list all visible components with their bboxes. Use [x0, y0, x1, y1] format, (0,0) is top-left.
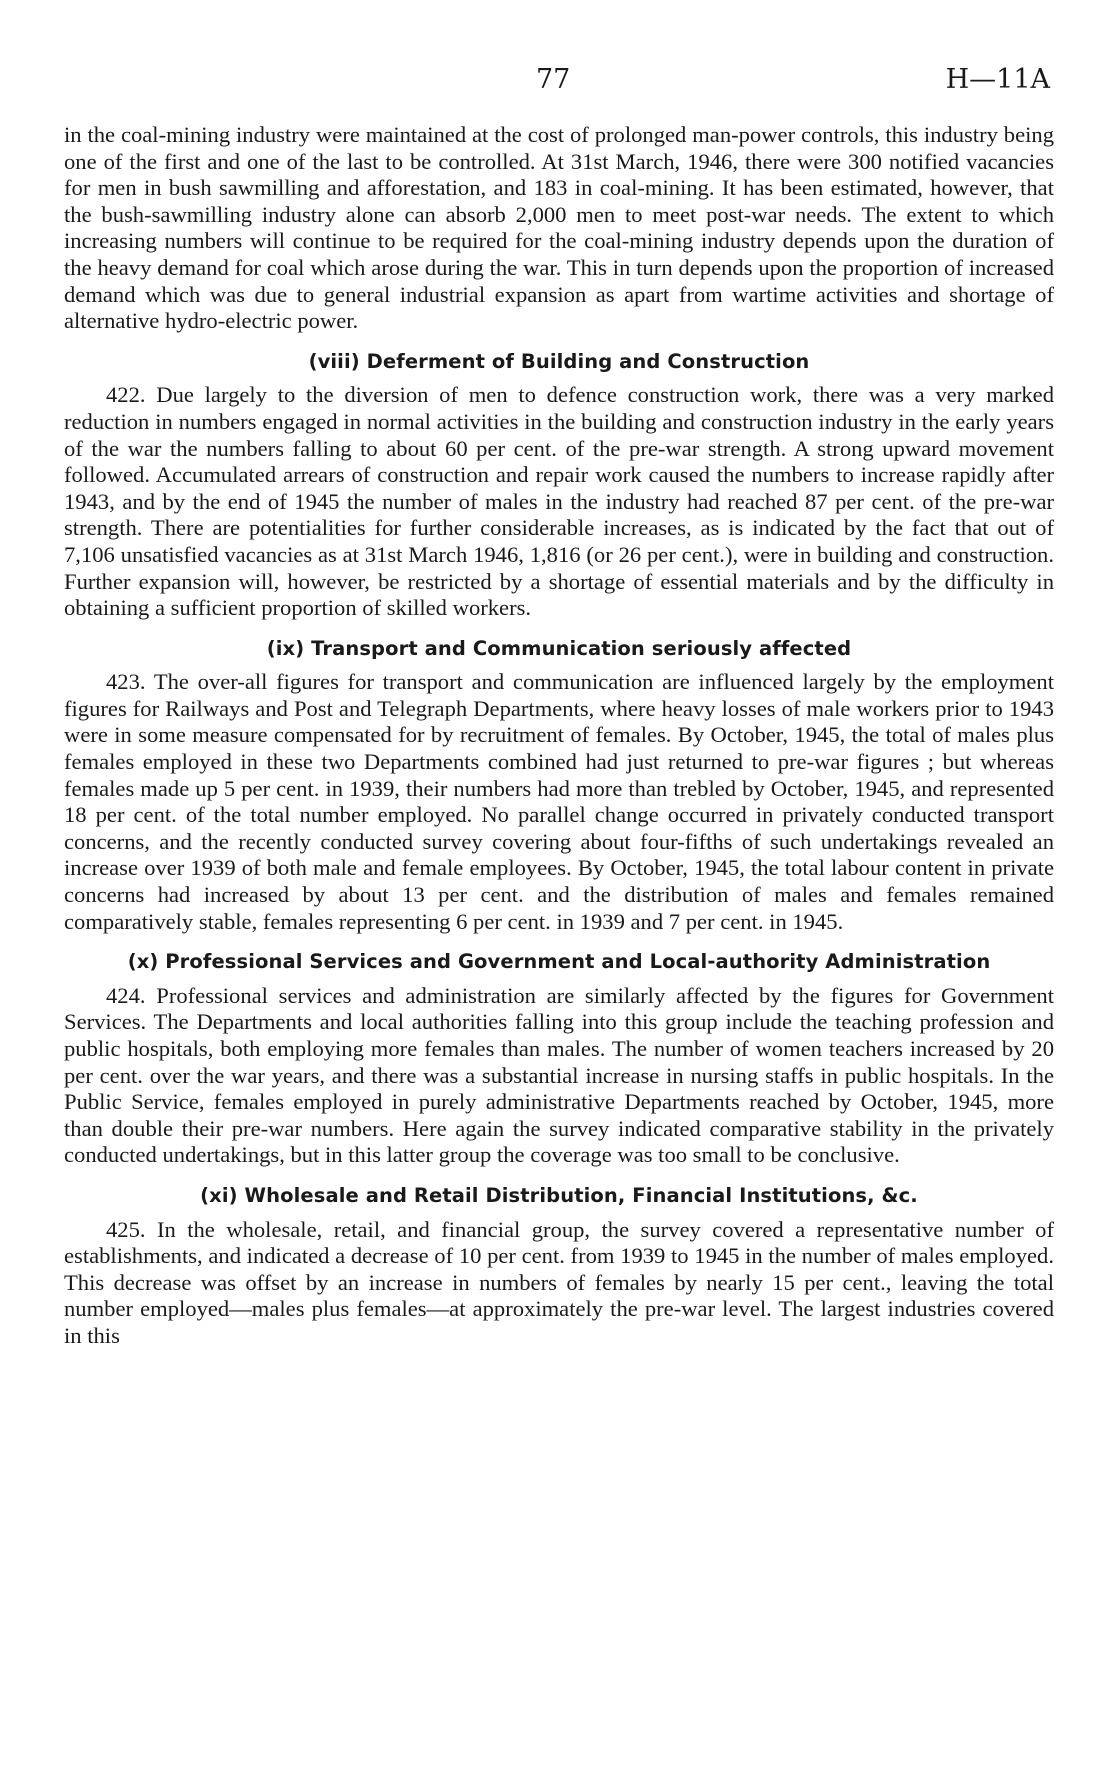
- running-header: [64, 58, 1054, 98]
- body-text: [64, 122, 1054, 1350]
- paragraph-422: [64, 382, 1054, 621]
- paragraph-425: [64, 1217, 1054, 1350]
- section-heading-x: (x) Professional Services and Government and Local-authority Administration: [127, 950, 991, 974]
- intro-paragraph: in the coal-mining industry were maintained at the cost of prolonged man-power controls, this industry being one of the first and one of the last to be controlled. At 31st March, 1946, there were 300 notified vacancies for men in bush sawmilling and afforestation, and 183 in coal-mining. It has been estimated, however, that the bush-sawmilling industry alone can absorb 2,000 men to meet post-war needs. The extent to which increasing numbers will continue to be required for the coal-mining industry depends upon the duration of the heavy demand for coal which arose during the war. This in turn depends upon the proportion of increased demand which was due to general industrial expansion as apart from wartime activities and shortage of alternative hydro-electric power.: [64, 122, 1054, 334]
- paragraph-text: Professional services and administration are similarly affected by the figures for Government Services. The Departments and local authorities falling into this group include the teaching profession and public hospitals, both employing more females than males. The number of women teachers increased by 20 per cent. over the war years, and there was a substantial increase in nursing staffs in public hospitals. In the Public Service, females employed in purely administrative Departments reached by October, 1945, more than double their pre-war numbers. Here again the survey indicated comparative stability in the privately conducted undertakings, but in this latter group the coverage was too small to be conclusive.: [64, 982, 1054, 1168]
- paragraph-number: 422.: [106, 382, 146, 408]
- paragraph-text: The over-all figures for transport and communication are influenced largely by the employment figures for Railways and Post and Telegraph Departments, where heavy losses of male workers prior to 1943 were in some measure compensated for by recruitment of females. By October, 1945, the total of males plus females employed in these two Departments combined had just returned to pre-war figures ; but whereas females made up 5 per cent. in 1939, their numbers had more than trebled by October, 1945, and represented 18 per cent. of the total number employed. No parallel change occurred in privately conducted transport concerns, and the recently conducted survey covering about four-fifths of such undertakings revealed an increase over 1939 of both male and female employees. By October, 1945, the total labour content in private concerns had increased by about 13 per cent. and the distribution of males and females remained comparatively stable, females representing 6 per cent. in 1939 and 7 per cent. in 1945.: [64, 669, 1054, 934]
- section-heading-viii: (viii) Deferment of Building and Construction: [308, 349, 810, 373]
- paragraph-number: 424.: [106, 982, 146, 1008]
- paragraph-number: 425.: [106, 1216, 146, 1242]
- section-heading-xi: (xi) Wholesale and Retail Distribution, Financial Institutions, &c.: [200, 1183, 918, 1207]
- paragraph-424: [64, 983, 1054, 1169]
- paragraph-423: [64, 669, 1054, 935]
- paragraph-text: In the wholesale, retail, and financial group, the survey covered a representative number of establishments, and indicated a decrease of 10 per cent. from 1939 to 1945 in the number of males employed. This decrease was offset by an increase in numbers of females by nearly 15 per cent., leaving the total number employed—males plus females—at approximately the pre-war level. The largest industries covered in this: [64, 1216, 1054, 1348]
- paragraph-number: 423.: [106, 669, 146, 695]
- section-heading-ix: (ix) Transport and Communication seriously affected: [266, 636, 852, 660]
- paragraph-text: Due largely to the diversion of men to defence construction work, there was a very marked reduction in numbers engaged in normal activities in the building and construction industry in the early years of the war the numbers falling to about 60 per cent. of the pre-war strength. A strong upward movement followed. Accumulated arrears of construction and repair work caused the numbers to increase rapidly after 1943, and by the end of 1945 the number of males in the industry had reached 87 per cent. of the pre-war strength. There are potentialities for further considerable increases, as is indicated by the fact that out of 7,106 unsatisfied vacancies as at 31st March 1946, 1,816 (or 26 per cent.), were in building and construction. Further expansion will, however, be restricted by a shortage of essential materials and by the difficulty in obtaining a sufficient proportion of skilled workers.: [64, 382, 1054, 621]
- document-reference: H—11A: [945, 64, 1050, 95]
- document-page: [64, 58, 1054, 1350]
- page-number: 77: [536, 64, 571, 95]
